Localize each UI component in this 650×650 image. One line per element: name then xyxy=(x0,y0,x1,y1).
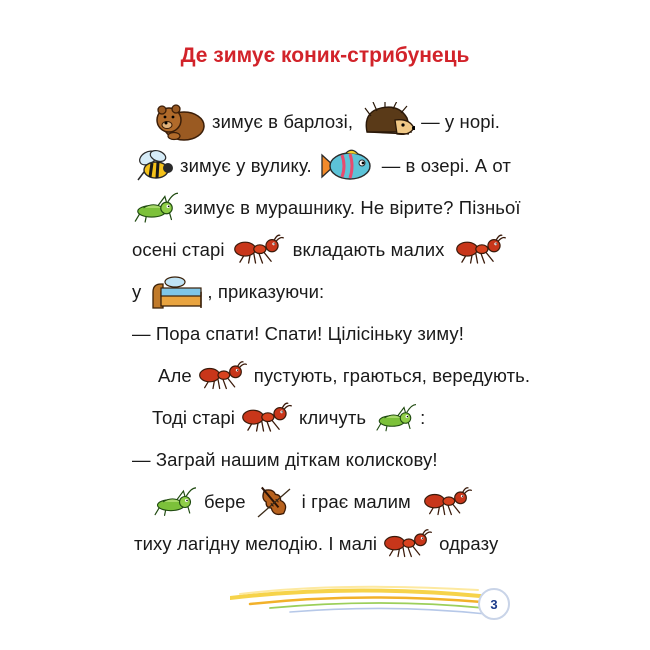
line-text: одразу xyxy=(439,533,499,554)
text-line-6 xyxy=(132,314,464,354)
line-text: вкладають малих xyxy=(292,239,445,260)
hedgehog-icon xyxy=(359,102,415,142)
text-line-4 xyxy=(132,230,507,270)
line-text: у xyxy=(132,281,142,302)
page-number: 3 xyxy=(478,588,510,620)
ant-icon xyxy=(198,360,248,392)
text-line-2 xyxy=(134,146,511,186)
bear-icon xyxy=(154,102,206,142)
line-text: : xyxy=(420,407,426,428)
line-text: Тоді старі xyxy=(152,407,235,428)
line-text: — в озері. А от xyxy=(381,155,511,176)
footer-swoosh xyxy=(230,578,520,626)
line-text: , приказуючи: xyxy=(207,281,325,302)
text-line-7 xyxy=(158,356,530,396)
violin-icon xyxy=(254,483,294,521)
grasshopper-icon xyxy=(374,401,416,435)
line-text: тиху лагідну мелодію. І малі xyxy=(134,533,378,554)
line-text: — у норі. xyxy=(421,111,501,132)
line-text: — Заграй нашим діткам колискову! xyxy=(132,449,438,470)
fish-icon xyxy=(320,149,374,183)
line-text: бере xyxy=(204,491,246,512)
text-line-8 xyxy=(152,398,425,438)
line-text: Але xyxy=(158,365,192,386)
ant-icon xyxy=(423,486,473,518)
line-text: осені старі xyxy=(132,239,225,260)
line-text: зимує у вулику. xyxy=(180,155,312,176)
line-text: і грає малим xyxy=(301,491,411,512)
grasshopper-icon xyxy=(152,485,196,519)
text-line-3 xyxy=(132,188,521,228)
ant-icon xyxy=(455,234,507,266)
line-text: — Пора спати! Спати! Цілісіньку зиму! xyxy=(132,323,464,344)
text-line-5 xyxy=(132,272,324,312)
text-line-1 xyxy=(154,102,500,142)
bed-icon xyxy=(149,274,205,310)
bee-icon xyxy=(134,146,174,186)
line-text: зимує в барлозі, xyxy=(212,111,354,132)
line-text: зимує в мурашнику. Не вірите? Пізньої xyxy=(184,197,521,218)
line-text: пустують, граються, вередують. xyxy=(253,365,531,386)
ant-icon xyxy=(241,402,293,434)
text-line-9 xyxy=(132,440,438,480)
text-line-11 xyxy=(134,524,498,564)
page-title: Де зимує коник-стрибунець xyxy=(180,44,470,67)
ant-icon xyxy=(383,528,433,560)
grasshopper-icon xyxy=(132,190,178,226)
text-line-10 xyxy=(152,482,473,522)
ant-icon xyxy=(233,234,285,266)
line-text: кличуть xyxy=(299,407,367,428)
